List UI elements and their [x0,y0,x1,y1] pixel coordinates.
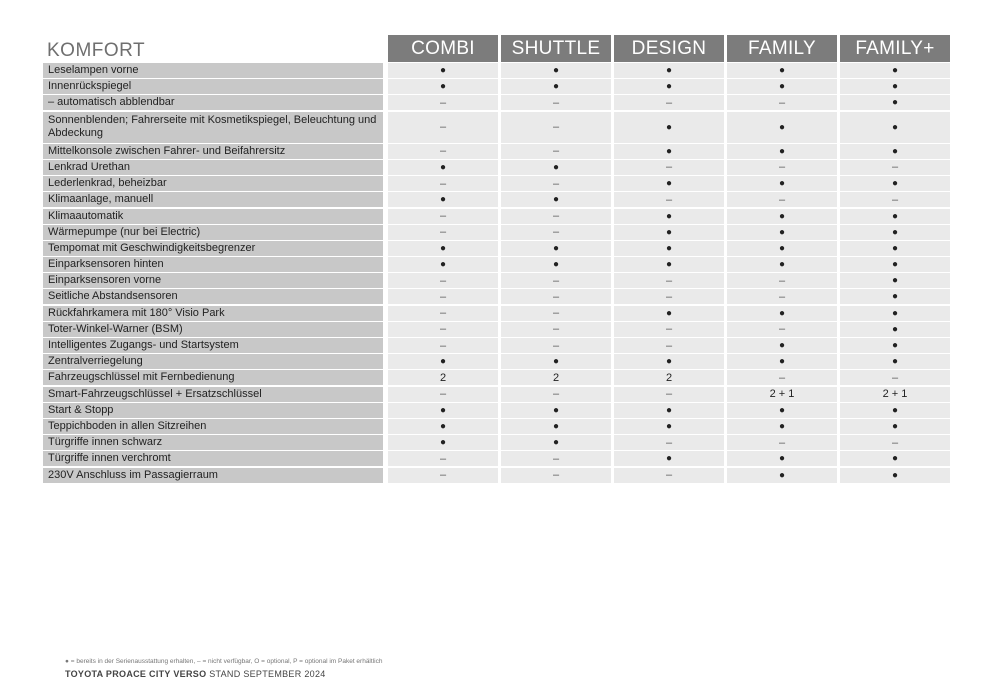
legend-note: ● = bereits in der Serienausstattung erhalten, – = nicht verfügbar, O = optional, P = optional im Paket erhältlich [65,658,383,665]
table-row [43,241,953,256]
row-value-design: ● [614,225,724,240]
row-value-shuttle: – [501,225,611,240]
table-row [43,209,953,224]
row-value-design: – [614,338,724,353]
row-value-family: – [727,289,837,304]
row-value-design: ● [614,144,724,159]
stand-date: STAND SEPTEMBER 2024 [206,669,326,679]
row-value-family: ● [727,451,837,466]
row-value-family-plus: ● [840,403,950,418]
row-value-family-plus: ● [840,468,950,483]
row-label: Mittelkonsole zwischen Fahrer- und Beifahrersitz [43,144,383,159]
row-value-family: ● [727,241,837,256]
row-value-shuttle: – [501,112,611,143]
row-label: Lenkrad Urethan [43,160,383,175]
row-value-combi: ● [388,160,498,175]
row-value-design: ● [614,257,724,272]
table-row [43,144,953,159]
row-value-family-plus: ● [840,354,950,369]
row-value-shuttle: – [501,338,611,353]
table-row [43,79,953,94]
row-value-design: ● [614,176,724,191]
row-value-design: – [614,160,724,175]
row-value-shuttle: – [501,176,611,191]
row-value-design: 2 [614,370,724,385]
row-value-family-plus: ● [840,289,950,304]
row-value-shuttle: 2 [501,370,611,385]
row-value-family-plus: ● [840,257,950,272]
table-row [43,257,953,272]
table-row [43,370,953,385]
row-value-family-plus: ● [840,95,950,110]
row-value-family-plus: ● [840,144,950,159]
row-value-design: – [614,387,724,402]
row-value-design: – [614,273,724,288]
row-label: Teppichboden in allen Sitzreihen [43,419,383,434]
table-row [43,112,953,143]
row-value-design: ● [614,306,724,321]
row-value-family-plus: ● [840,322,950,337]
row-value-family-plus: ● [840,225,950,240]
row-value-combi: – [388,338,498,353]
row-value-shuttle: – [501,306,611,321]
row-label: Wärmepumpe (nur bei Electric) [43,225,383,240]
row-value-combi: ● [388,63,498,78]
row-value-shuttle: – [501,387,611,402]
row-value-combi: – [388,289,498,304]
row-value-design: ● [614,112,724,143]
row-value-combi: ● [388,241,498,256]
row-value-combi: – [388,225,498,240]
equipment-table [43,63,953,484]
row-value-family: ● [727,257,837,272]
row-value-design: – [614,192,724,207]
row-value-family: 2 + 1 [727,387,837,402]
document-footer [65,669,326,679]
row-value-family-plus: – [840,435,950,450]
row-value-family: ● [727,144,837,159]
row-label: Start & Stopp [43,403,383,418]
column-header-shuttle: SHUTTLE [501,35,611,62]
row-value-family: – [727,322,837,337]
row-value-family: ● [727,112,837,143]
row-value-family: – [727,370,837,385]
row-value-shuttle: ● [501,63,611,78]
row-value-design: ● [614,79,724,94]
table-row [43,419,953,434]
row-value-design: – [614,468,724,483]
table-row [43,95,953,110]
row-value-family-plus: ● [840,176,950,191]
row-value-family-plus: ● [840,451,950,466]
row-value-shuttle: – [501,273,611,288]
table-row [43,289,953,304]
row-label: Lederlenkrad, beheizbar [43,176,383,191]
row-value-design: – [614,435,724,450]
row-value-shuttle: – [501,451,611,466]
row-value-design: ● [614,209,724,224]
row-value-family: – [727,192,837,207]
row-value-family: ● [727,209,837,224]
row-value-combi: – [388,468,498,483]
row-value-shuttle: ● [501,403,611,418]
row-value-family: ● [727,79,837,94]
row-value-family: ● [727,176,837,191]
table-row [43,354,953,369]
row-value-shuttle: – [501,209,611,224]
column-header-family-plus: FAMILY+ [840,35,950,62]
row-value-combi: – [388,176,498,191]
table-row [43,451,953,466]
row-label: Einparksensoren hinten [43,257,383,272]
row-value-family-plus: ● [840,241,950,256]
row-value-family: ● [727,403,837,418]
row-value-combi: ● [388,419,498,434]
table-row [43,192,953,207]
row-label: Türgriffe innen verchromt [43,451,383,466]
row-value-combi: – [388,144,498,159]
row-label: Rückfahrkamera mit 180° Visio Park [43,306,383,321]
row-label: Smart-Fahrzeugschlüssel + Ersatzschlüssel [43,387,383,402]
table-row [43,160,953,175]
row-value-family: ● [727,306,837,321]
row-value-shuttle: ● [501,419,611,434]
row-value-family-plus: – [840,370,950,385]
row-value-combi: – [388,451,498,466]
row-value-combi: – [388,387,498,402]
row-value-shuttle: – [501,95,611,110]
table-row [43,468,953,483]
row-value-combi: – [388,322,498,337]
row-label: Türgriffe innen schwarz [43,435,383,450]
row-value-design: ● [614,63,724,78]
table-row [43,273,953,288]
table-row [43,435,953,450]
row-value-family: ● [727,63,837,78]
row-value-family-plus: ● [840,112,950,143]
table-row [43,387,953,402]
row-label: Innenrückspiegel [43,79,383,94]
row-value-shuttle: ● [501,354,611,369]
row-value-shuttle: – [501,322,611,337]
row-value-shuttle: ● [501,435,611,450]
row-value-combi: 2 [388,370,498,385]
row-value-family-plus: ● [840,306,950,321]
row-label: – automatisch abblendbar [43,95,383,110]
table-row [43,176,953,191]
row-value-shuttle: – [501,144,611,159]
row-label: Einparksensoren vorne [43,273,383,288]
row-value-design: – [614,289,724,304]
row-value-family-plus: ● [840,209,950,224]
row-value-combi: ● [388,257,498,272]
table-row [43,338,953,353]
row-value-design: ● [614,354,724,369]
row-label: Seitliche Abstandsensoren [43,289,383,304]
column-header-combi: COMBI [388,35,498,62]
row-value-family-plus: ● [840,338,950,353]
row-label: Toter-Winkel-Warner (BSM) [43,322,383,337]
row-value-family: – [727,435,837,450]
row-value-design: – [614,95,724,110]
row-value-family: ● [727,354,837,369]
section-title: KOMFORT [47,40,146,61]
row-value-combi: – [388,112,498,143]
table-header [388,35,953,62]
row-label: Intelligentes Zugangs- und Startsystem [43,338,383,353]
row-value-combi: – [388,95,498,110]
row-value-shuttle: ● [501,192,611,207]
row-value-family-plus: ● [840,419,950,434]
row-value-design: ● [614,451,724,466]
table-row [43,322,953,337]
row-label: Klimaanlage, manuell [43,192,383,207]
table-row [43,63,953,78]
table-row [43,403,953,418]
row-value-family-plus: 2 + 1 [840,387,950,402]
row-label: 230V Anschluss im Passagierraum [43,468,383,483]
row-value-combi: – [388,273,498,288]
row-value-family: ● [727,468,837,483]
table-row [43,225,953,240]
row-value-family: ● [727,225,837,240]
model-name: TOYOTA PROACE CITY VERSO [65,669,207,679]
row-value-shuttle: ● [501,241,611,256]
row-label: Leselampen vorne [43,63,383,78]
row-label: Tempomat mit Geschwindigkeitsbegrenzer [43,241,383,256]
row-value-combi: ● [388,192,498,207]
row-value-shuttle: ● [501,79,611,94]
row-value-combi: – [388,306,498,321]
row-value-combi: ● [388,354,498,369]
row-value-family: ● [727,338,837,353]
column-header-design: DESIGN [614,35,724,62]
row-label: Sonnenblenden; Fahrerseite mit Kosmetikspiegel, Beleuchtung und Abdeckung [43,112,383,143]
row-value-family-plus: ● [840,79,950,94]
row-value-design: ● [614,403,724,418]
row-value-design: ● [614,419,724,434]
row-value-family: – [727,273,837,288]
table-row [43,306,953,321]
row-value-combi: ● [388,79,498,94]
row-value-family: ● [727,419,837,434]
row-value-shuttle: – [501,289,611,304]
row-label: Zentralverriegelung [43,354,383,369]
row-value-design: – [614,322,724,337]
row-value-combi: – [388,209,498,224]
row-value-design: ● [614,241,724,256]
row-value-family-plus: – [840,192,950,207]
row-value-shuttle: ● [501,160,611,175]
row-label: Fahrzeugschlüssel mit Fernbedienung [43,370,383,385]
row-value-combi: ● [388,435,498,450]
row-value-shuttle: – [501,468,611,483]
row-value-family: – [727,160,837,175]
column-header-family: FAMILY [727,35,837,62]
row-value-shuttle: ● [501,257,611,272]
row-value-combi: ● [388,403,498,418]
row-label: Klimaautomatik [43,209,383,224]
row-value-family-plus: ● [840,273,950,288]
row-value-family-plus: – [840,160,950,175]
row-value-family: – [727,95,837,110]
row-value-family-plus: ● [840,63,950,78]
